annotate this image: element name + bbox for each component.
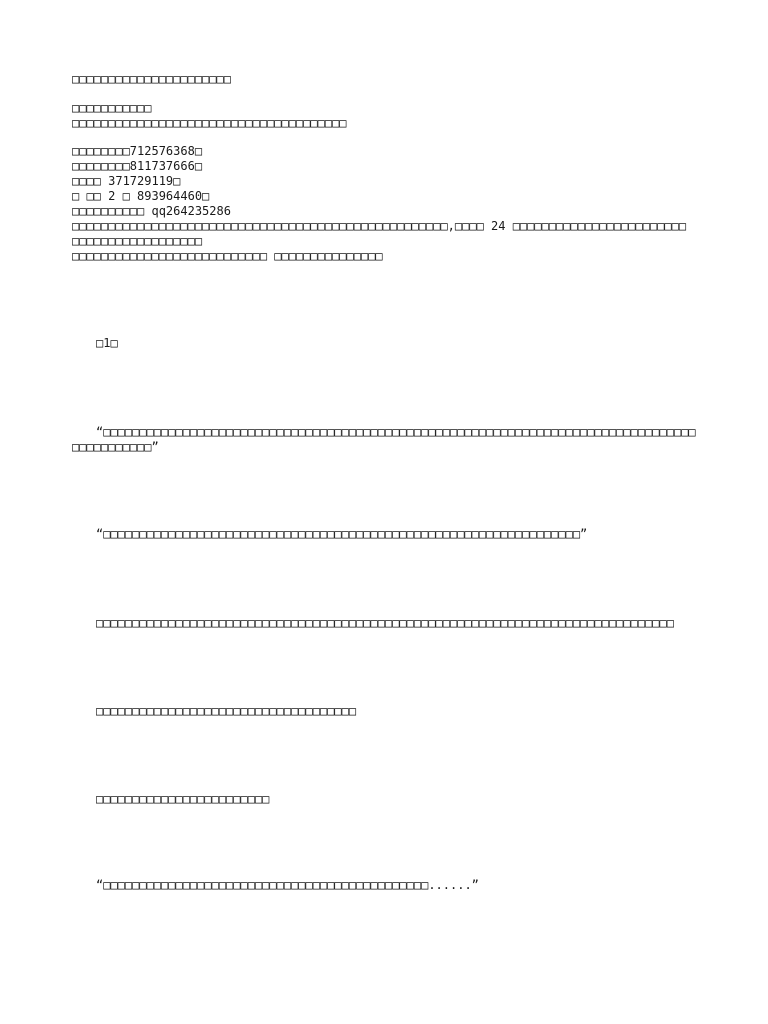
paragraph-line: □□□□□□□□□□□□□□□□□□□□□□□□ xyxy=(96,792,270,806)
paragraph-line: “□□□□□□□□□□□□□□□□□□□□□□□□□□□□□□□□□□□□□□□□□□□□□□□□□□□□□□□□□□□□□□□□□□” xyxy=(96,527,588,541)
contact-line: □□□□□□□□□□ qq264235286 xyxy=(72,204,231,218)
contact-line: □□□□□□□□712576368□ xyxy=(72,144,203,158)
document-title: □□□□□□□□□□□□□□□□□□□□□□ xyxy=(72,72,231,86)
contact-line: □ □□ 2 □ 893964460□ xyxy=(72,189,210,203)
intro-line: □□□□□□□□□□□□□□□□□□□□□□□□□□□□□□□□□□□□□□ xyxy=(72,116,347,130)
notice-line: □□□□□□□□□□□□□□□□□□□□□□□□□□□ □□□□□□□□□□□□□□□ xyxy=(72,249,383,263)
notice-line: □□□□□□□□□□□□□□□□□□ xyxy=(72,234,203,248)
contact-line: □□□□□□□□811737666□ xyxy=(72,159,203,173)
paragraph-line: □□□□□□□□□□□□□□□□□□□□□□□□□□□□□□□□□□□□ xyxy=(96,704,357,718)
paragraph-line: “□□□□□□□□□□□□□□□□□□□□□□□□□□□□□□□□□□□□□□□□□□□□□□□□□□□□□□□□□□□□□□□□□□□□□□□□□□□□□□□□□□ xyxy=(96,425,696,439)
contact-line: □□□□ 371729119□ xyxy=(72,174,181,188)
chapter-heading: □1□ xyxy=(96,336,118,350)
intro-line: □□□□□□□□□□□ xyxy=(72,101,152,115)
notice-line: □□□□□□□□□□□□□□□□□□□□□□□□□□□□□□□□□□□□□□□□□□□□□□□□□□□□,□□□□ 24 □□□□□□□□□□□□□□□□□□□□□□□□ xyxy=(72,219,687,233)
paragraph-line: □□□□□□□□□□□□□□□□□□□□□□□□□□□□□□□□□□□□□□□□□□□□□□□□□□□□□□□□□□□□□□□□□□□□□□□□□□□□□□□□ xyxy=(96,616,674,630)
paragraph-line: “□□□□□□□□□□□□□□□□□□□□□□□□□□□□□□□□□□□□□□□□□□□□□......” xyxy=(96,878,479,892)
paragraph-line: □□□□□□□□□□□” xyxy=(72,440,159,454)
